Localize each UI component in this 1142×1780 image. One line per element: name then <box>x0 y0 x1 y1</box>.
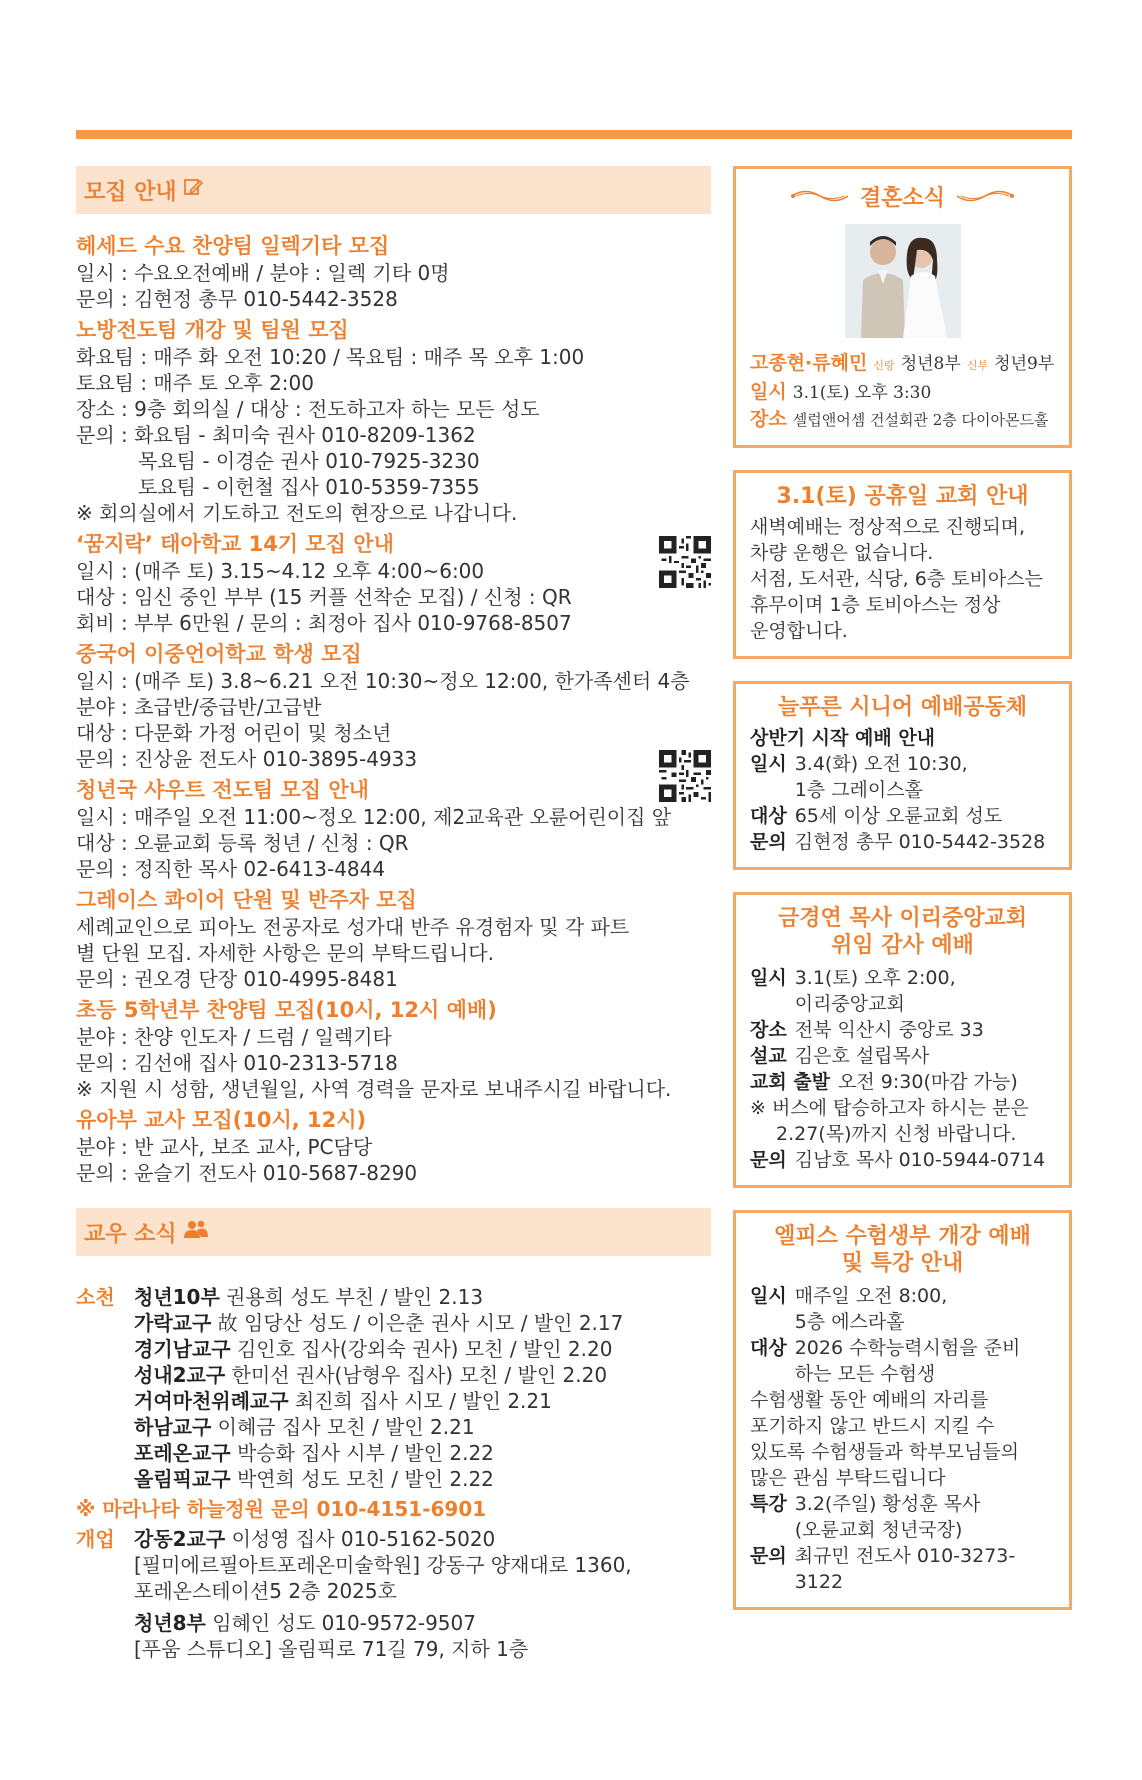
recruit-line: 회비 : 부부 6만원 / 문의 : 최정아 집사 010-9768-8507 <box>76 611 572 635</box>
gaeup-label: 개업 <box>76 1527 115 1551</box>
elpis-row <box>750 1543 1055 1595</box>
group-name: 성내2교구 <box>134 1363 226 1387</box>
row-key: 장소 <box>750 1019 787 1041</box>
list-item <box>134 1362 623 1388</box>
date-label: 일시 <box>750 381 787 403</box>
recruit-line: 일시 : 매주일 오전 11:00~정오 12:00, 제2교육관 오륜어린이집 앞 <box>76 805 672 829</box>
recruit-line: 일시 : 수요오전예배 / 분야 : 일렉 기타 0명 <box>76 261 450 285</box>
list-item <box>134 1414 623 1440</box>
list-item <box>134 1310 623 1336</box>
bride-label: 신부 <box>966 359 989 372</box>
recruit-item-title: 그레이스 콰이어 단원 및 반주자 모집 <box>76 888 417 912</box>
elpis-title-2: 및 특강 안내 <box>841 1251 964 1276</box>
value-line: 이리중앙교회 <box>794 993 905 1015</box>
qr-code-icon[interactable] <box>659 536 711 588</box>
sochun-block <box>76 1284 711 1492</box>
left-column <box>76 166 711 1662</box>
recruit-line: 분야 : 반 교사, 보조 교사, PC담당 <box>76 1135 373 1159</box>
group-name: 올림픽교구 <box>134 1467 231 1491</box>
news-text: 이성영 집사 010-5162-5020 <box>231 1527 496 1551</box>
row-value: 최규민 전도사 010-3273-3122 <box>794 1545 1016 1593</box>
wedding-date <box>750 379 1055 406</box>
recruit-line: 문의 : 정직한 목사 02-6413-4844 <box>76 857 386 881</box>
recruit-item-title: ‘꿈지락’ 태아학교 14기 모집 안내 <box>76 532 394 556</box>
row-value: 김남호 목사 010-5944-0714 <box>794 1149 1046 1171</box>
recruit-item-title: 중국어 이중언어학교 학생 모집 <box>76 642 362 666</box>
row-key: 일시 <box>750 967 787 989</box>
iri-note: ※ 버스에 탑승하고자 하시는 분은 <box>750 1097 1029 1119</box>
iri-row <box>750 965 1055 1017</box>
row-key: 문의 <box>750 831 787 853</box>
news-text: 임혜인 성도 010-9572-9507 <box>212 1611 476 1635</box>
recruit-line: 문의 : 권오경 단장 010-4995-8481 <box>76 967 398 991</box>
recruit-line: 대상 : 오륜교회 등록 청년 / 신청 : QR <box>76 831 409 855</box>
recruit-line: 목요팀 - 이경순 권사 010-7925-3230 <box>138 449 480 473</box>
recruit-line: 대상 : 임신 중인 부부 (15 커플 선착순 모집) / 신청 : QR <box>76 585 572 609</box>
news-text: 포레온스테이션5 2층 2025호 <box>134 1579 397 1603</box>
row-key: 교회 출발 <box>750 1071 831 1093</box>
recruit-line: 문의 : 화요팀 - 최미숙 권사 010-8209-1362 <box>76 423 476 447</box>
members-header-title: 교우 소식 <box>84 1221 177 1247</box>
gaeup-list <box>134 1526 632 1662</box>
list-item <box>134 1388 623 1414</box>
row-key: 설교 <box>750 1045 787 1067</box>
row-value <box>795 965 956 1017</box>
date-value: 3.1(토) 오후 3:30 <box>792 383 932 403</box>
list-item <box>134 1526 632 1552</box>
news-text: 권용희 성도 부친 / 발인 2.13 <box>226 1285 484 1309</box>
top-accent-bar <box>76 130 1072 139</box>
row-key: 대상 <box>750 805 787 827</box>
recruit-line: ※ 회의실에서 기도하고 전도의 현장으로 나갑니다. <box>76 501 518 525</box>
senior-subtitle: 상반기 시작 예배 안내 <box>750 727 936 749</box>
senior-title: 늘푸른 시니어 예배공동체 <box>777 695 1028 720</box>
wedding-title-row <box>750 185 1055 212</box>
row-key: 문의 <box>750 1545 787 1567</box>
elpis-row <box>750 1491 1055 1543</box>
row-value: 김현정 총무 010-5442-3528 <box>794 831 1046 853</box>
list-item <box>134 1440 623 1466</box>
iri-row <box>750 1069 1055 1095</box>
place-value: 셀럽앤어셈 건설회관 2층 다이아몬드홀 <box>792 411 1049 429</box>
elpis-para: 많은 관심 부탁드립니다 <box>750 1467 946 1489</box>
recruit-item-title: 유아부 교사 모집(10시, 12시) <box>76 1108 367 1132</box>
ornament-icon <box>955 185 1015 212</box>
value-line: 하는 모든 수험생 <box>794 1363 936 1385</box>
elpis-para: 수험생활 동안 예배의 자리를 <box>750 1389 989 1411</box>
wedding-box <box>733 166 1072 448</box>
members-news <box>76 1284 711 1662</box>
row-value <box>795 1335 1021 1387</box>
news-text: 박연희 성도 모친 / 발인 2.22 <box>236 1467 494 1491</box>
value-line: 1층 그레이스홀 <box>794 779 923 801</box>
elpis-row <box>750 1283 1055 1335</box>
row-value: 65세 이상 오륜교회 성도 <box>794 805 1003 827</box>
groom-label: 신랑 <box>873 359 895 372</box>
recruit-header-title: 모집 안내 <box>84 179 177 205</box>
bride-group: 청년9부 <box>994 354 1055 374</box>
row-key: 일시 <box>750 1285 787 1307</box>
value-line: 매주일 오전 8:00, <box>794 1285 948 1307</box>
list-item <box>134 1610 632 1636</box>
group-name: 포레온교구 <box>134 1441 231 1465</box>
recruit-line: 장소 : 9층 회의실 / 대상 : 전도하고자 하는 모든 성도 <box>76 397 540 421</box>
group-name: 강동2교구 <box>134 1527 226 1551</box>
qr-code-icon[interactable] <box>659 750 711 802</box>
recruit-item <box>76 232 711 312</box>
right-column <box>733 166 1072 1632</box>
holiday-line: 차량 운행은 없습니다. <box>750 542 934 564</box>
iri-title-1: 금경연 목사 이리중앙교회 <box>777 906 1028 931</box>
news-text: 최진희 집사 시모 / 발인 2.21 <box>294 1389 552 1413</box>
recruit-line: 일시 : (매주 토) 3.8~6.21 오전 10:30~정오 12:00, 한가족센터 4층 <box>76 669 690 693</box>
group-name: 경기남교구 <box>134 1337 231 1361</box>
recruit-item-title: 헤세드 수요 찬양팀 일렉기타 모집 <box>76 234 390 258</box>
wedding-place <box>750 406 1055 433</box>
recruit-line: 문의 : 진상윤 전도사 010-3895-4933 <box>76 747 418 771</box>
recruit-line: ※ 지원 시 성함, 생년월일, 사역 경력을 문자로 보내주시길 바랍니다. <box>76 1077 672 1101</box>
value-line: 3.4(화) 오전 10:30, <box>794 753 968 775</box>
row-key: 대상 <box>750 1337 787 1359</box>
recruit-item <box>76 530 711 636</box>
value-line: 3.2(주일) 황성훈 목사 <box>794 1493 981 1515</box>
news-text: 김인호 집사(강외숙 권사) 모친 / 발인 2.20 <box>236 1337 613 1361</box>
iri-box <box>733 892 1072 1188</box>
row-value: 오전 9:30(마감 가능) <box>838 1071 1018 1093</box>
value-line: 2026 수학능력시험을 준비 <box>794 1337 1021 1359</box>
news-text: 이혜금 집사 모친 / 발인 2.21 <box>217 1415 475 1439</box>
recruit-line: 분야 : 찬양 인도자 / 드럼 / 일렉기타 <box>76 1025 392 1049</box>
iri-contact <box>750 1147 1055 1173</box>
recruit-item-title: 청년국 샤우트 전도팀 모집 안내 <box>76 778 369 802</box>
groom-group: 청년8부 <box>900 354 961 374</box>
edit-note-icon <box>183 177 203 203</box>
row-value <box>795 751 968 803</box>
elpis-row <box>750 1335 1055 1387</box>
holiday-line: 새벽예배는 정상적으로 진행되며, <box>750 516 1026 538</box>
recruit-line: 분야 : 초급반/중급반/고급반 <box>76 695 322 719</box>
maranata-note: ※ 마라나타 하늘정원 문의 010-4151-6901 <box>76 1497 487 1521</box>
wedding-couple <box>750 350 1055 379</box>
news-text: [푸움 스튜디오] 올림픽로 71길 79, 지하 1층 <box>134 1637 529 1661</box>
news-text: 한미선 권사(남형우 집사) 모친 / 발인 2.20 <box>231 1363 608 1387</box>
recruit-section-header <box>76 166 711 214</box>
news-text: [필미에르필아트포레온미술학원] 강동구 양재대로 1360, <box>134 1553 632 1577</box>
recruit-line: 문의 : 김선애 집사 010-2313-5718 <box>76 1051 398 1075</box>
row-value <box>795 1491 981 1543</box>
iri-note: 2.27(목)까지 신청 바랍니다. <box>776 1123 1017 1145</box>
group-name: 청년10부 <box>134 1285 220 1309</box>
list-item <box>134 1336 623 1362</box>
couple-names: 고종현·류혜민 <box>750 352 868 374</box>
elpis-title-1: 엘피스 수험생부 개강 예배 <box>774 1224 1031 1249</box>
group-name: 거여마천위례교구 <box>134 1389 289 1413</box>
recruit-item <box>76 640 711 772</box>
news-text: 박승화 집사 시부 / 발인 2.22 <box>236 1441 494 1465</box>
elpis-para: 포기하지 않고 반드시 지킬 수 <box>750 1415 995 1437</box>
holiday-line: 운영합니다. <box>750 620 848 642</box>
senior-row <box>750 803 1055 829</box>
iri-row <box>750 1043 1055 1069</box>
list-item <box>134 1466 623 1492</box>
holiday-line: 서점, 도서관, 식당, 6층 토비아스는 <box>750 568 1043 590</box>
group-name: 청년8부 <box>134 1611 206 1635</box>
recruit-line: 화요팀 : 매주 화 오전 10:20 / 목요팀 : 매주 목 오후 1:00 <box>76 345 585 369</box>
iri-row <box>750 1017 1055 1043</box>
recruit-item <box>76 776 711 882</box>
recruit-item <box>76 996 711 1102</box>
senior-row <box>750 751 1055 803</box>
members-section-header <box>76 1208 711 1256</box>
wedding-photo <box>845 224 961 338</box>
ornament-icon <box>790 185 850 212</box>
recruit-item-title: 초등 5학년부 찬양팀 모집(10시, 12시 예배) <box>76 998 497 1022</box>
holiday-line: 휴무이며 1층 토비아스는 정상 <box>750 594 1001 616</box>
recruit-line: 토요팀 - 이헌철 집사 010-5359-7355 <box>138 475 480 499</box>
row-value: 전북 익산시 중앙로 33 <box>794 1019 984 1041</box>
recruit-line: 일시 : (매주 토) 3.15~4.12 오후 4:00~6:00 <box>76 559 485 583</box>
recruit-line: 문의 : 김현정 총무 010-5442-3528 <box>76 287 398 311</box>
row-key: 문의 <box>750 1149 787 1171</box>
senior-row <box>750 829 1055 855</box>
sochun-label: 소천 <box>76 1285 115 1309</box>
elpis-para: 있도록 수험생들과 학부모님들의 <box>750 1441 1020 1463</box>
recruit-line: 별 단원 모집. 자세한 사항은 문의 부탁드립니다. <box>76 941 494 965</box>
gaeup-block <box>76 1526 711 1662</box>
recruit-line: 세례교인으로 피아노 전공자로 성가대 반주 유경험자 및 각 파트 <box>76 915 630 939</box>
elpis-box <box>733 1210 1072 1610</box>
recruit-item <box>76 1106 711 1186</box>
row-value: 김은호 설립목사 <box>794 1045 930 1067</box>
recruit-line: 문의 : 윤슬기 전도사 010-5687-8290 <box>76 1161 418 1185</box>
row-value <box>795 1283 948 1335</box>
iri-title-2: 위임 감사 예배 <box>831 933 974 958</box>
recruit-line: 대상 : 다문화 가정 어린이 및 청소년 <box>76 721 392 745</box>
holiday-box <box>733 470 1072 659</box>
value-line: 3.1(토) 오후 2:00, <box>794 967 956 989</box>
group-name: 하남교구 <box>134 1415 212 1439</box>
people-icon <box>183 1219 209 1245</box>
holiday-title: 3.1(토) 공휴일 교회 안내 <box>776 484 1029 509</box>
group-name: 가락교구 <box>134 1311 212 1335</box>
recruit-item-title: 노방전도팀 개강 및 팀원 모집 <box>76 318 349 342</box>
news-text: 故 임당산 성도 / 이은춘 권사 시모 / 발인 2.17 <box>217 1311 624 1335</box>
row-key: 특강 <box>750 1493 787 1515</box>
sochun-list <box>134 1284 623 1492</box>
recruit-item <box>76 886 711 992</box>
row-key: 일시 <box>750 753 787 775</box>
senior-box <box>733 681 1072 870</box>
list-item <box>134 1284 623 1310</box>
wedding-title: 결혼소식 <box>859 186 945 211</box>
place-label: 장소 <box>750 408 787 430</box>
recruit-line: 토요팀 : 매주 토 오후 2:00 <box>76 371 314 395</box>
recruit-item <box>76 316 711 526</box>
value-line: (오륜교회 청년국장) <box>794 1519 963 1541</box>
value-line: 5층 에스라홀 <box>794 1311 905 1333</box>
